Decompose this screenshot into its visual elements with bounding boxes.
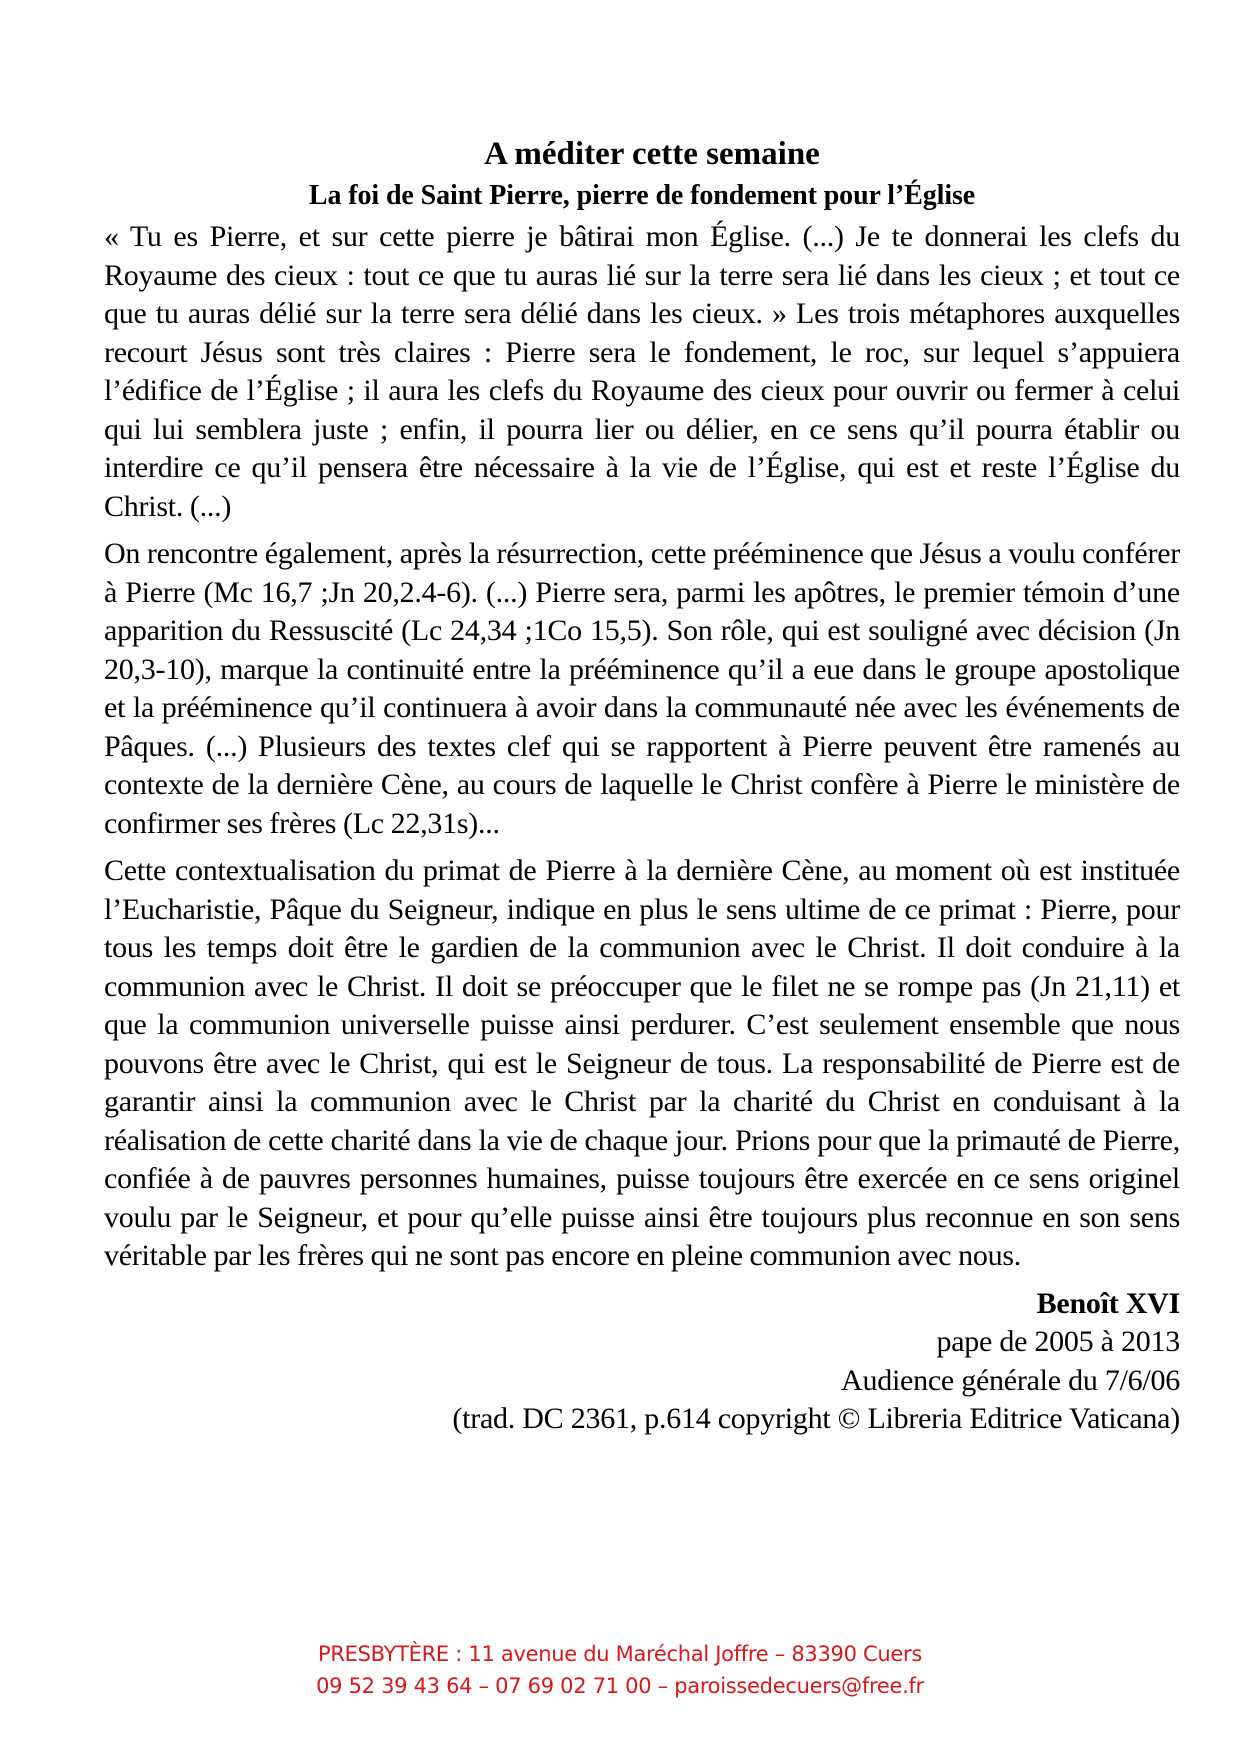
signature-role: pape de 2005 à 2013 xyxy=(936,1325,1180,1358)
signature-credit: (trad. DC 2361, p.614 copyright © Libreria Editrice Vaticana) xyxy=(452,1402,1180,1435)
signature-block xyxy=(104,1285,1180,1439)
page-content xyxy=(104,134,1180,1439)
signature-source: Audience générale du 7/6/06 xyxy=(841,1363,1180,1397)
page-subtitle: La foi de Saint Pierre, pierre de fondement pour l’Église xyxy=(308,180,976,211)
footer-address: PRESBYTÈRE : 11 avenue du Maréchal Joffre – 83390 Cuers xyxy=(318,1642,922,1666)
paragraph-1: « Tu es Pierre, et sur cette pierre je bâtirai mon Église. (...) Je te donnerai les clefs du Royaume des cieux : tout ce que tu auras lié sur la terre sera lié dans les cieux ; et tout ce que tu auras délié sur la terre sera délié dans les cieux. » Les trois métaphores auxquelles recourt Jésus sont très claires : Pierre sera le fondement, le roc, sur lequel s’appuiera l’édifice de l’Église ; il aura les clefs du Royaume des cieux pour ouvrir ou fermer à celui qui lui semblera juste ; enfin, il pourra lier ou délier, en ce sens qu’il pourra établir ou interdire ce qu’il pensera être nécessaire à la vie de l’Église, qui est et reste l’Église du Christ. (...) xyxy=(104,220,1180,523)
paragraph-3: Cette contextualisation du primat de Pierre à la dernière Cène, au moment où est instituée l’Eucharistie, Pâque du Seigneur, indique en plus le sens ultime de ce primat : Pierre, pour tous les temps doit être le gardien de la communion avec le Christ. Il doit conduire à la communion avec le Christ. Il doit se préoccuper que le filet ne se rompe pas (Jn 21,11) et que la communion universelle puisse ainsi perdurer. C’est seulement ensemble que nous pouvons être avec le Christ, qui est le Seigneur de tous. La responsabilité de Pierre est de garantir ainsi la communion avec le Christ par la charité du Christ en conduisant à la réalisation de cette charité dans la vie de chaque jour. Prions pour que la primauté de Pierre, confiée à de pauvres personnes humaines, puisse toujours être exercée en ce sens originel voulu par le Seigneur, et pour qu’elle puisse ainsi être toujours plus reconnue en son sens véritable par les frères qui ne sont pas encore en pleine communion avec nous. xyxy=(104,854,1180,1272)
paragraph-2: On rencontre également, après la résurrection, cette prééminence que Jésus a voulu conférer à Pierre (Mc 16,7 ;Jn 20,2.4-6). (...) Pierre sera, parmi les apôtres, le premier témoin d’une apparition du Ressuscité (Lc 24,34 ;1Co 15,5). Son rôle, qui est souligné avec décision (Jn 20,3-10), marque la continuité entre la prééminence qu’il a eue dans le groupe apostolique et la prééminence qu’il continuera à avoir dans la communauté née avec les événements de Pâques. (...) Plusieurs des textes clef qui se rapportent à Pierre peuvent être ramenés au contexte de la dernière Cène, au cours de laquelle le Christ confère à Pierre le ministère de confirmer ses frères (Lc 22,31s)... xyxy=(104,537,1180,840)
signature-name: Benoît XVI xyxy=(1036,1286,1180,1320)
footer-contact: 09 52 39 43 64 – 07 69 02 71 00 – paroissedecuers@free.fr xyxy=(316,1674,924,1698)
footer xyxy=(0,1638,1240,1702)
page-title: A méditer cette semaine xyxy=(484,136,820,172)
